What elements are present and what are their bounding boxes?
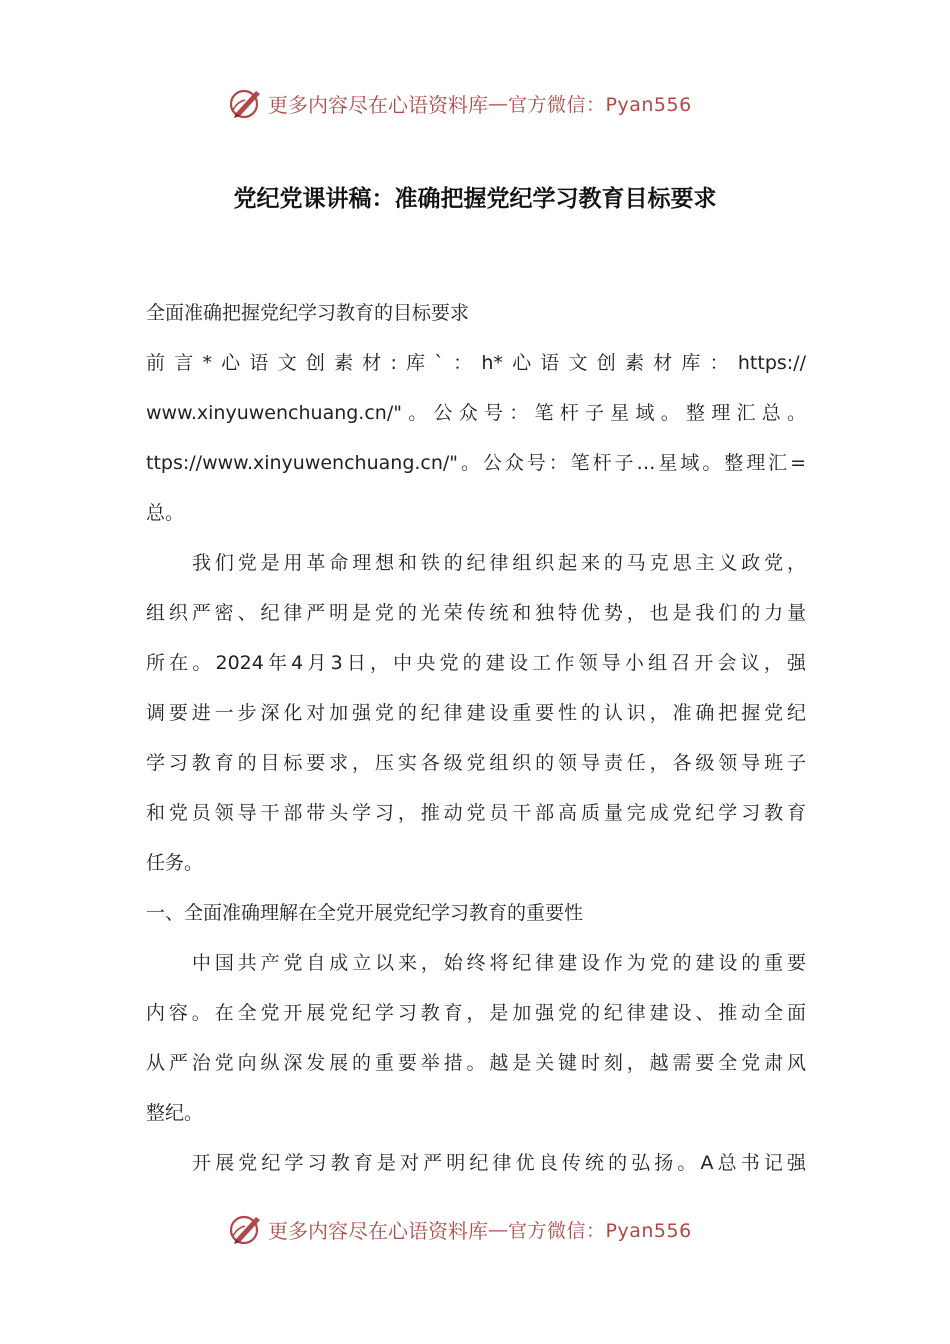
document-title: 党纪党课讲稿：准确把握党纪学习教育目标要求 xyxy=(233,186,717,212)
section-heading: 一、全面准确理解在全党开展党纪学习教育的重要性 xyxy=(146,902,584,924)
paragraph-2 xyxy=(146,938,806,1138)
preface-line: 前言*心语文创素材:库`：h*心语文创素材库：https:// xyxy=(146,352,806,374)
header-banner xyxy=(228,86,692,120)
preface-line: 总。 xyxy=(146,502,185,524)
banner-text: 更多内容尽在心语资料库 xyxy=(268,1218,488,1243)
paragraph-line: 任务。 xyxy=(146,852,204,874)
paragraph-line: 中国共产党自成立以来，始终将纪律建设作为党的建设的重要 xyxy=(192,952,806,974)
paragraph-line: 调要进一步深化对加强党的纪律建设重要性的认识，准确把握党纪 xyxy=(146,702,806,724)
paragraph-line: 整纪。 xyxy=(146,1102,204,1124)
footer-banner xyxy=(228,1212,692,1246)
preface xyxy=(146,338,806,538)
document-body xyxy=(146,288,806,1188)
preface-line: ttps://www.xinyuwenchuang.cn/"。公众号：笔杆子…星域。整理汇= xyxy=(146,452,806,474)
pen-logo-icon xyxy=(228,1212,264,1246)
paragraph-1 xyxy=(146,538,806,888)
subtitle: 全面准确把握党纪学习教育的目标要求 xyxy=(146,302,470,324)
paragraph-3 xyxy=(146,1138,806,1188)
banner-wechat: 官方微信：Pyan556 xyxy=(508,93,692,116)
paragraph-line: 和党员领导干部带头学习，推动党员干部高质量完成党纪学习教育 xyxy=(146,802,806,824)
paragraph-line: 我们党是用革命理想和铁的纪律组织起来的马克思主义政党， xyxy=(192,552,806,574)
banner-separator: — xyxy=(488,91,508,115)
banner-text: 更多内容尽在心语资料库 xyxy=(268,92,488,117)
paragraph-line: 内容。在全党开展党纪学习教育，是加强党的纪律建设、推动全面 xyxy=(146,1002,806,1024)
paragraph-line: 开展党纪学习教育是对严明纪律优良传统的弘扬。A总书记强 xyxy=(192,1152,806,1174)
paragraph-line: 从严治党向纵深发展的重要举措。越是关键时刻，越需要全党肃风 xyxy=(146,1052,806,1074)
banner-separator: — xyxy=(488,1217,508,1241)
paragraph-line: 学习教育的目标要求，压实各级党组织的领导责任，各级领导班子 xyxy=(146,752,806,774)
paragraph-line: 组织严密、纪律严明是党的光荣传统和独特优势，也是我们的力量 xyxy=(146,602,806,624)
pen-logo-icon xyxy=(228,86,264,120)
preface-line: www.xinyuwenchuang.cn/"。公众号：笔杆子星域。整理汇总。 xyxy=(146,402,806,424)
paragraph-line: 所在。2024年4月3日，中央党的建设工作领导小组召开会议，强 xyxy=(146,652,806,674)
banner-wechat: 官方微信：Pyan556 xyxy=(508,1219,692,1242)
